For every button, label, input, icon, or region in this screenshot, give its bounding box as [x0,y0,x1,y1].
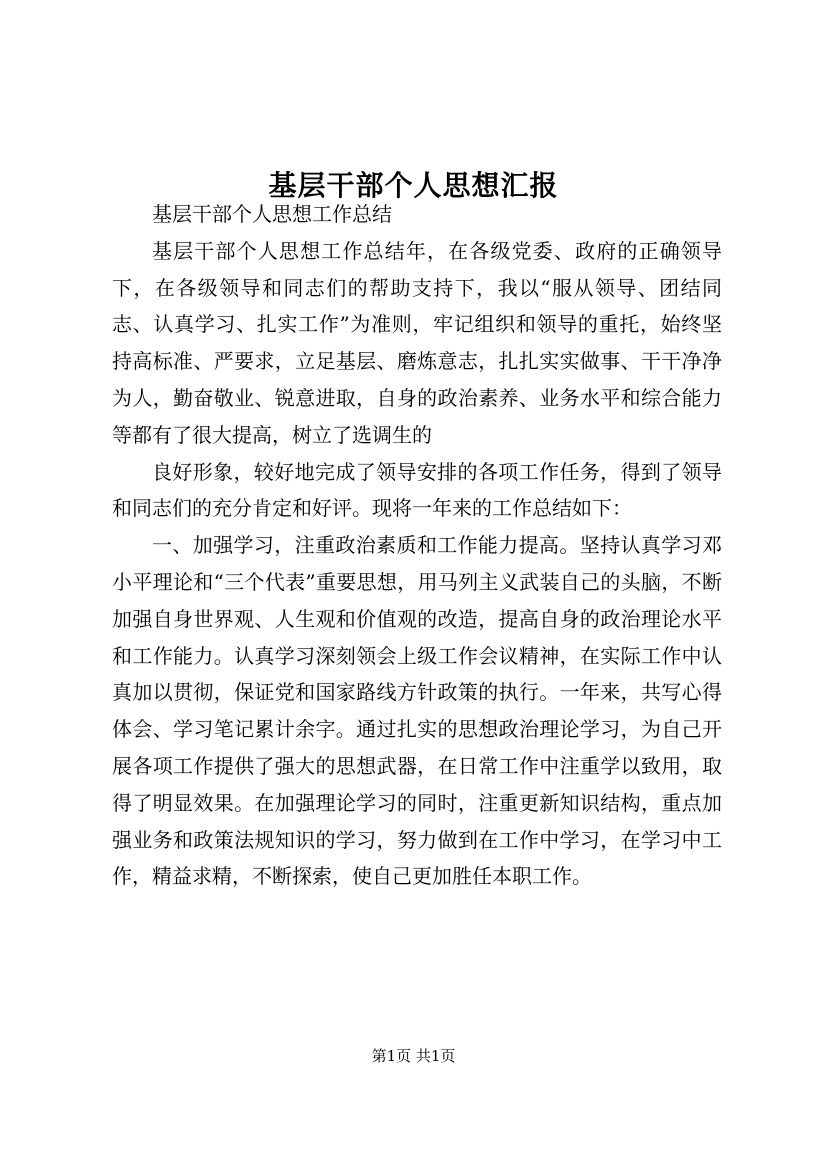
document-body [112,196,722,895]
paragraph-summary: 良好形象，较好地完成了领导安排的各项工作任务，得到了领导和同志们的充分肯定和好评。现将一年来的工作总结如下： [112,459,722,521]
paragraph-intro: 基层干部个人思想工作总结年，在各级党委、政府的正确领导下，在各级领导和同志们的帮助支持下，我以“服从领导、团结同志、认真学习、扎实工作”为准则，牢记组织和领导的重托，始终坚持高标准、严要求，立足基层、磨炼意志，扎扎实实做事、干干净净为人，勤奋敬业、锐意进取，自身的政治素养、业务水平和综合能力等都有了很大提高，树立了选调生的 [112,238,722,447]
page-footer: 第1页 共1页 [371,1047,456,1065]
document-title: 基层干部个人思想汇报 [268,168,559,202]
paragraph-subtitle: 基层干部个人思想工作总结 [152,202,392,226]
paragraph-section-one: 一、加强学习，注重政治素质和工作能力提高。坚持认真学习邓小平理论和“三个代表”重要思想，用马列主义武装自己的头脑，不断加强自身世界观、人生观和价值观的改造，提高自身的政治理论水平和工作能力。认真学习深刻领会上级工作会议精神，在实际工作中认真加以贯彻，保证党和国家路线方针政策的执行。一年来，共写心得体会、学习笔记累计余字。通过扎实的思想政治理论学习，为自己开展各项工作提供了强大的思想武器，在日常工作中注重学以致用，取得了明显效果。在加强理论学习的同时，注重更新知识结构，重点加强业务和政策法规知识的学习，努力做到在工作中学习，在学习中工作，精益求精，不断探索，使自己更加胜任本职工作。 [112,533,722,889]
